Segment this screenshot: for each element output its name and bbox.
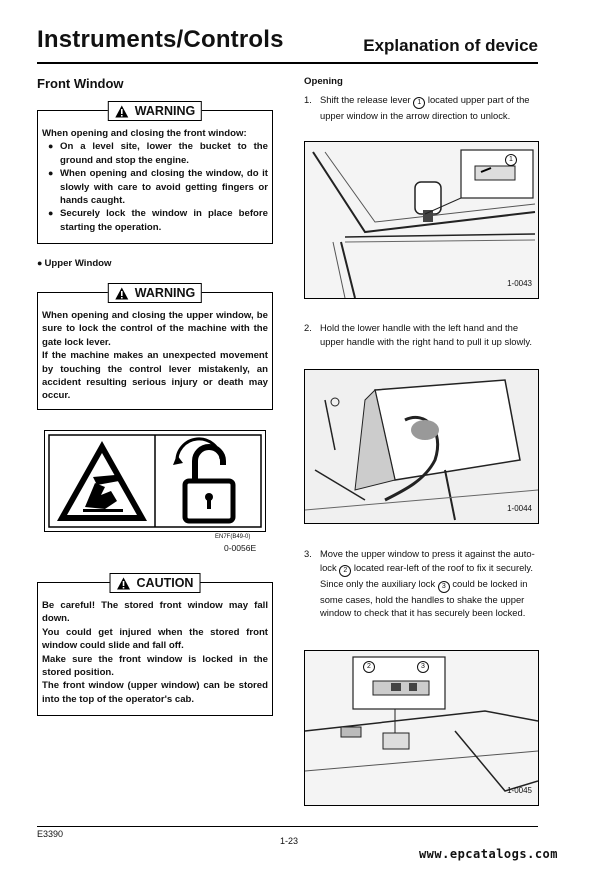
step-text: Hold the lower handle with the left hand and the upper handle with the right hand to pull it up slowly. (320, 322, 532, 347)
footer-rule (37, 826, 538, 827)
figure-id: 1-0045 (507, 786, 532, 795)
opening-heading: Opening (304, 76, 343, 87)
header-rule (37, 62, 538, 64)
step-number: 2. (304, 322, 312, 333)
upper-window-heading (37, 258, 112, 269)
warning-para: When opening and closing the upper window, be sure to lock the control of the machine with the gate lock lever. (42, 310, 268, 348)
warning-bullet: ● Securely lock the window in place before starting the operation. (42, 207, 268, 234)
warning-triangle-icon (115, 287, 129, 300)
caution-label (110, 573, 201, 593)
watermark: www.epcatalogs.com (418, 847, 558, 861)
step-text-part: Shift the release lever (320, 94, 414, 105)
warning-bullet-list (42, 140, 268, 234)
figure-drawing (305, 142, 538, 298)
figure-drawing (305, 651, 538, 805)
page-subtitle: Explanation of device (363, 36, 538, 55)
figure-id: 1-0043 (507, 279, 532, 288)
caution-line: You could get injured when the stored front window could slide and fall off. (42, 626, 268, 652)
step-text (320, 93, 540, 123)
warning-bullet: ● On a level site, lower the bucket to the ground and stop the engine. (42, 140, 268, 167)
safety-label-drawing (45, 431, 265, 531)
page-title: Instruments/Controls (37, 26, 284, 53)
warning-label (108, 101, 202, 121)
step-1 (304, 93, 540, 123)
step-text-part: located rear-left of the roof to fix it securely. (351, 561, 533, 573)
caution-line: Be careful! The stored front window may fall down. (42, 600, 268, 625)
step-number: 1. (304, 94, 312, 105)
hand-crush-hazard-icon (57, 441, 147, 521)
callout-number: 2 (339, 565, 351, 577)
step-text-part: could be locked in some cases, hold the handles to shake the upper window to check that it has securely been locked. (320, 577, 528, 619)
caution-text (42, 599, 268, 706)
callout-number: 1 (505, 154, 517, 166)
warning-box-upper-window (37, 286, 273, 410)
section-title: Front Window (37, 76, 124, 91)
warning-intro: When opening and closing the front window: (42, 128, 247, 139)
step-text-part: located upper part of the upper window in the arrow direction to unlock. (320, 94, 530, 121)
caution-line: The front window (upper window) can be stored into the top of the operator's cab. (42, 680, 268, 705)
safety-label-image (44, 430, 266, 532)
callout-number: 3 (438, 581, 450, 593)
warning-text (42, 309, 268, 403)
figure-release-lever (304, 141, 539, 299)
caution-line: Make sure the front window is locked in the stored position. (42, 653, 268, 679)
bullet-icon: ● (37, 258, 43, 268)
page-number: 1-23 (280, 836, 299, 846)
warning-label (108, 283, 202, 303)
caution-label-text: CAUTION (136, 576, 194, 590)
step-text-part: Since only the auxiliary lock (320, 577, 438, 589)
warning-label-text: WARNING (134, 104, 196, 118)
warning-text (42, 127, 268, 234)
step-text (320, 547, 540, 620)
figure-auto-lock (304, 650, 539, 806)
callout-number: 2 (363, 661, 375, 673)
figure-pull-window (304, 369, 539, 524)
figure-id: 1-0044 (507, 504, 532, 513)
callout-number: 3 (417, 661, 429, 673)
warning-label-text: WARNING (134, 286, 196, 300)
document-code: E3390 (37, 829, 64, 839)
warning-para: If the machine makes an unexpected movement by touching the control lever mistakenly, an accident resulting serious injury or death may occur. (42, 350, 268, 402)
label-code: EN7F(B49-0) (215, 534, 251, 540)
callout-number: 1 (413, 97, 425, 109)
upper-window-heading-text: Upper Window (44, 258, 112, 269)
step-number: 3. (304, 548, 312, 559)
step-3 (304, 547, 540, 620)
caution-box (37, 576, 273, 716)
warning-box-front-window (37, 104, 273, 244)
step-2 (304, 321, 540, 348)
figure-drawing (305, 370, 538, 523)
warning-triangle-icon (115, 105, 129, 118)
unlock-padlock-icon (173, 439, 233, 521)
caution-triangle-icon (117, 577, 131, 590)
step-text-part: Move the upper window to press it against the auto-lock (320, 548, 535, 573)
figure-id: 0-0056E (224, 543, 257, 553)
warning-bullet: ● When opening and closing the window, do it slowly with care to avoid getting fingers or hands caught. (42, 167, 268, 207)
